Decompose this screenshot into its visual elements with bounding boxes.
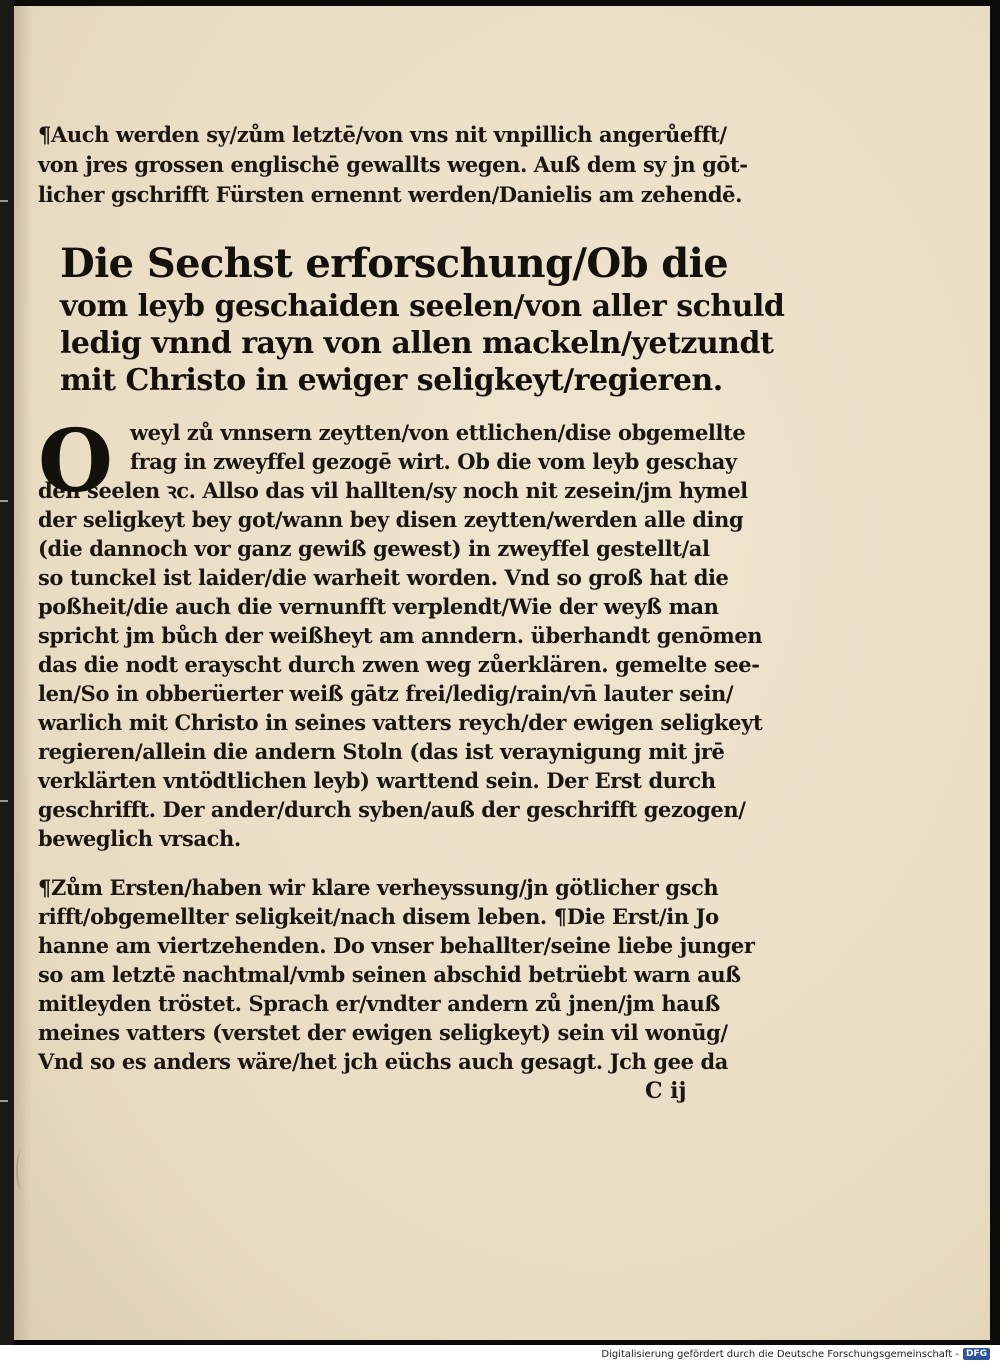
text-line: verklärten vntödtlichen leyb) warttend sein. Der Erst durch xyxy=(38,768,716,793)
heading-line: vom leyb geschaiden seelen/von aller schuld xyxy=(60,289,785,324)
text-line: (die dannoch vor ganz gewiß gewest) in zweyffel gestellt/al xyxy=(38,536,710,561)
ruler-mark xyxy=(0,500,8,502)
text-line: der seligkeyt bey got/wann bey disen zeytten/werden alle ding xyxy=(38,507,744,532)
text-line: beweglich vrsach. xyxy=(38,826,241,851)
text-line: weyl zů vnnsern zeytten/von ettlichen/dise obgemellte xyxy=(130,420,746,445)
ruler-mark xyxy=(0,1100,8,1102)
heading-line: ledig vnnd rayn von allen mackeln/yetzundt xyxy=(60,326,774,361)
digitization-footer xyxy=(601,1346,990,1362)
margin-mark xyxy=(16,1150,28,1190)
paragraph-first xyxy=(38,873,755,1076)
heading-line: Die Sechst erforschung/Ob die xyxy=(60,240,729,287)
scan-edge-ruler xyxy=(0,0,14,1345)
drop-capital: O xyxy=(38,411,113,512)
text-line: licher gschrifft Fürsten ernennt werden/Danielis am zehendē. xyxy=(38,182,743,207)
text-line: len/So in obberüerter weiß gātz frei/ledig/rain/vn̄ lauter sein/ xyxy=(38,681,734,706)
heading-line: mit Christo in ewiger seligkeyt/regieren. xyxy=(60,363,723,398)
signature-mark: C ij xyxy=(645,1078,687,1104)
text-line: mitleyden tröstet. Sprach er/vndter andern zů jnen/jm hauß xyxy=(38,991,720,1016)
text-line: so tunckel ist laider/die warheit worden. Vnd so groß hat die xyxy=(38,565,729,590)
text-line: von jres grossen englischē gewallts wegen. Auß dem sy jn gōt- xyxy=(38,152,748,177)
text-line: ¶Auch werden sy/zům letztē/von vns nit vnpillich angerůefft/ xyxy=(38,122,727,147)
text-line: frag in zweyffel gezogē wirt. Ob die vom leyb geschay xyxy=(130,449,737,474)
text-line: spricht jm bůch der weißheyt am anndern. überhandt genōmen xyxy=(38,623,763,648)
text-line: regieren/allein die andern Stoln (das ist veraynigung mit jrē xyxy=(38,739,725,764)
ruler-mark xyxy=(0,200,8,202)
page-gutter-shadow xyxy=(14,6,32,1340)
text-line: rifft/obgemellter seligkeit/nach disem leben. ¶Die Erst/in Jo xyxy=(38,904,719,929)
dfg-logo-icon[interactable]: DFG xyxy=(963,1348,990,1360)
text-line: Vnd so es anders wäre/het jch eüchs auch gesagt. Jch gee da xyxy=(38,1049,728,1074)
text-line: ¶Zům Ersten/haben wir klare verheyssung/jn götlicher gsch xyxy=(38,875,719,900)
footer-credit: Digitalisierung gefördert durch die Deutsche Forschungsgemeinschaft - xyxy=(601,1348,959,1360)
paragraph-main xyxy=(38,411,763,853)
text-line: hanne am viertzehenden. Do vnser behallter/seine liebe junger xyxy=(38,933,755,958)
chapter-heading xyxy=(60,240,785,399)
text-line: so am letztē nachtmal/vmb seinen abschid betrüebt warn auß xyxy=(38,962,741,987)
text-line: das die nodt erayscht durch zwen weg zůerklären. gemelte see- xyxy=(38,652,760,677)
ruler-mark xyxy=(0,800,8,802)
text-line: geschrifft. Der ander/durch syben/auß der geschrifft gezogen/ xyxy=(38,797,746,822)
text-line: poßheit/die auch die vernunfft verplendt/Wie der weyß man xyxy=(38,594,719,619)
text-line: warlich mit Christo in seines vatters reych/der ewigen seligkeyt xyxy=(38,710,763,735)
text-line: meines vatters (verstet der ewigen seligkeyt) sein vil wonūg/ xyxy=(38,1020,728,1045)
paragraph-intro xyxy=(38,120,748,210)
text-line: den seelen ꝛc. Allso das vil hallten/sy noch nit zesein/jm hymel xyxy=(38,478,748,503)
